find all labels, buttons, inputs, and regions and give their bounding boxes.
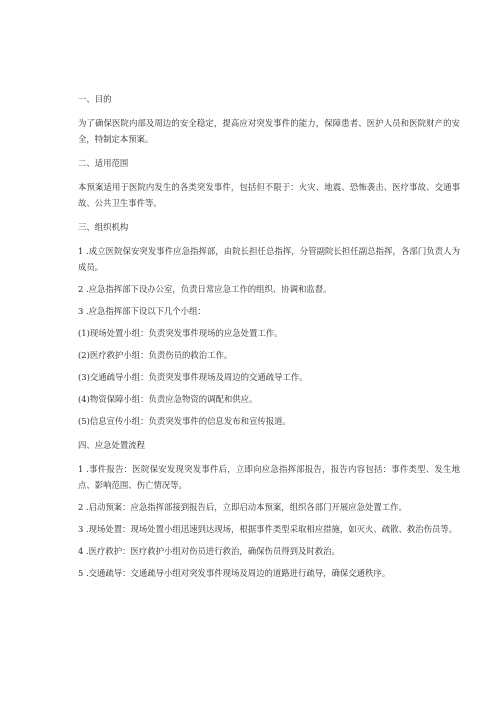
section-emergency-procedure bbox=[78, 437, 460, 581]
paragraph: 1 .事件报告：医院保安发现突发事件后，立即向应急指挥部报告，报告内容包括：事件类型、发生地点、影响范围、伤亡情况等。 bbox=[78, 464, 460, 490]
paragraph: (2)医疗救护小组：负责伤员的救治工作。 bbox=[78, 350, 233, 360]
paragraph: 3 .应急指挥部下设以下几个小组： bbox=[78, 306, 206, 316]
paragraph: 3 .现场处置：现场处置小组迅速到达现场，根据事件类型采取相应措施，如灭火、疏散、救治伤员等。 bbox=[78, 524, 458, 534]
paragraph: 5 .交通疏导：交通疏导小组对突发事件现场及周边的道路进行疏导，确保交通秩序。 bbox=[78, 568, 391, 578]
section-heading: 三、组织机构 bbox=[78, 222, 129, 232]
paragraph: 4 .医疗救护：医疗救护小组对伤员进行救治，确保伤员得到及时救治。 bbox=[78, 546, 340, 556]
paragraph: 为了确保医院内部及周边的安全稳定，提高应对突发事件的能力，保障患者、医护人员和医院财产的安全，特制定本预案。 bbox=[78, 118, 460, 144]
section-organization bbox=[78, 219, 460, 429]
paragraph: 2 .启动预案：应急指挥部接到报告后，立即启动本预案，组织各部门开展应急处置工作。 bbox=[78, 502, 407, 512]
paragraph: (4)物资保障小组：负责应急物资的调配和供应。 bbox=[78, 394, 258, 404]
paragraph: (3)交通疏导小组：负责突发事件现场及周边的交通疏导工作。 bbox=[78, 372, 308, 382]
section-scope bbox=[78, 155, 460, 211]
section-heading: 一、目的 bbox=[78, 94, 112, 104]
section-purpose bbox=[78, 91, 460, 147]
paragraph: 本预案适用于医院内发生的各类突发事件，包括但不限于：火灾、地震、恐怖袭击、医疗事故、交通事故、公共卫生事件等。 bbox=[78, 182, 460, 208]
section-heading: 二、适用范围 bbox=[78, 158, 129, 168]
paragraph: 2 .应急指挥部下设办公室，负责日常应急工作的组织、协调和监督。 bbox=[78, 284, 332, 294]
paragraph: (5)信息宣传小组：负责突发事件的信息发布和宣传报道。 bbox=[78, 416, 291, 426]
paragraph: 1 .成立医院保安突发事件应急指挥部，由院长担任总指挥，分管副院长担任副总指挥，各部门负责人为成员。 bbox=[78, 246, 460, 272]
paragraph: (1)现场处置小组：负责突发事件现场的应急处置工作。 bbox=[78, 328, 283, 338]
section-heading: 四、应急处置流程 bbox=[78, 440, 145, 450]
